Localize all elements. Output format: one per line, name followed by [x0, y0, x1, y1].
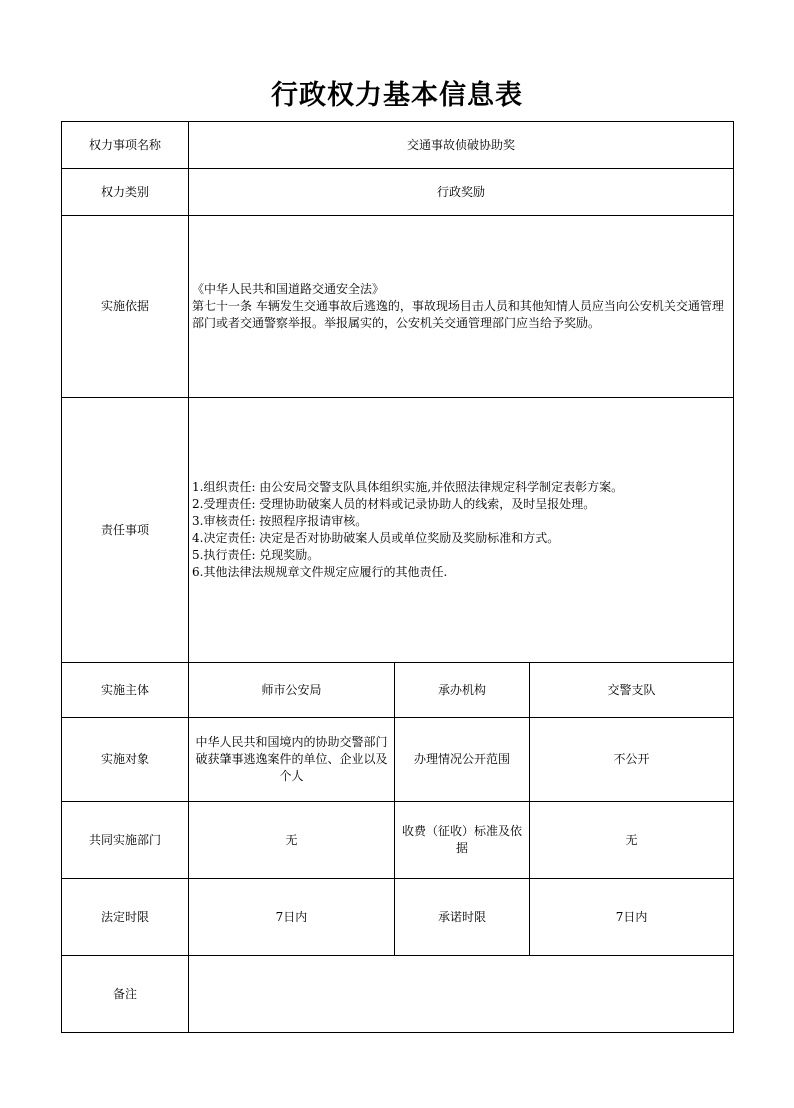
label-basis: 实施依据 [62, 216, 189, 398]
label-fee-standard: 收费（征收）标准及依据 [395, 802, 530, 879]
row-responsibility [62, 398, 734, 663]
row-name [62, 122, 734, 169]
label-category: 权力类别 [62, 169, 189, 216]
row-basis [62, 216, 734, 398]
value-promised-deadline: 7日内 [530, 879, 734, 956]
value-fee-standard: 无 [530, 802, 734, 879]
value-target: 中华人民共和国境内的协助交警部门破获肇事逃逸案件的单位、企业以及个人 [189, 718, 395, 802]
row-subject [62, 663, 734, 718]
responsibility-line-6: 6.其他法律法规规章文件规定应履行的其他责任. [192, 565, 448, 579]
responsibility-line-5: 5.执行责任: 兑现奖励。 [192, 548, 320, 562]
label-remarks: 备注 [62, 956, 189, 1033]
info-table [61, 121, 734, 1033]
page-title: 行政权力基本信息表 [271, 80, 523, 111]
value-disclosure-scope: 不公开 [530, 718, 734, 802]
label-promised-deadline: 承诺时限 [395, 879, 530, 956]
row-category [62, 169, 734, 216]
label-handling-agency: 承办机构 [395, 663, 530, 718]
label-legal-deadline: 法定时限 [62, 879, 189, 956]
label-target: 实施对象 [62, 718, 189, 802]
label-responsibility: 责任事项 [62, 398, 189, 663]
label-subject: 实施主体 [62, 663, 189, 718]
row-remarks [62, 956, 734, 1033]
responsibility-line-4: 4.决定责任: 决定是否对协助破案人员或单位奖励及奖励标准和方式。 [192, 531, 560, 545]
label-disclosure-scope: 办理情况公开范围 [395, 718, 530, 802]
value-basis [189, 216, 734, 398]
value-responsibility [189, 398, 734, 663]
value-remarks [189, 956, 734, 1033]
basis-line-1: 《中华人民共和国道路交通安全法》 [192, 282, 385, 296]
value-name: 交通事故侦破协助奖 [189, 122, 734, 169]
row-target [62, 718, 734, 802]
basis-line-2: 第七十一条 车辆发生交通事故后逃逸的，事故现场目击人员和其他知情人员应当向公安机关交通管理部门或者交通警察举报。举报属实的，公安机关交通管理部门应当给予奖励。 [192, 299, 724, 330]
row-joint [62, 802, 734, 879]
value-handling-agency: 交警支队 [530, 663, 734, 718]
row-deadline [62, 879, 734, 956]
label-name: 权力事项名称 [62, 122, 189, 169]
label-joint-dept: 共同实施部门 [62, 802, 189, 879]
responsibility-line-3: 3.审核责任: 按照程序报请审核。 [192, 514, 368, 528]
value-category: 行政奖励 [189, 169, 734, 216]
value-legal-deadline: 7日内 [189, 879, 395, 956]
value-subject: 师市公安局 [189, 663, 395, 718]
value-joint-dept: 无 [189, 802, 395, 879]
responsibility-line-2: 2.受理责任: 受理协助破案人员的材料或记录协助人的线索，及时呈报处理。 [192, 497, 596, 511]
responsibility-line-1: 1.组织责任: 由公安局交警支队具体组织实施,并依照法律规定科学制定表彰方案。 [192, 480, 624, 494]
